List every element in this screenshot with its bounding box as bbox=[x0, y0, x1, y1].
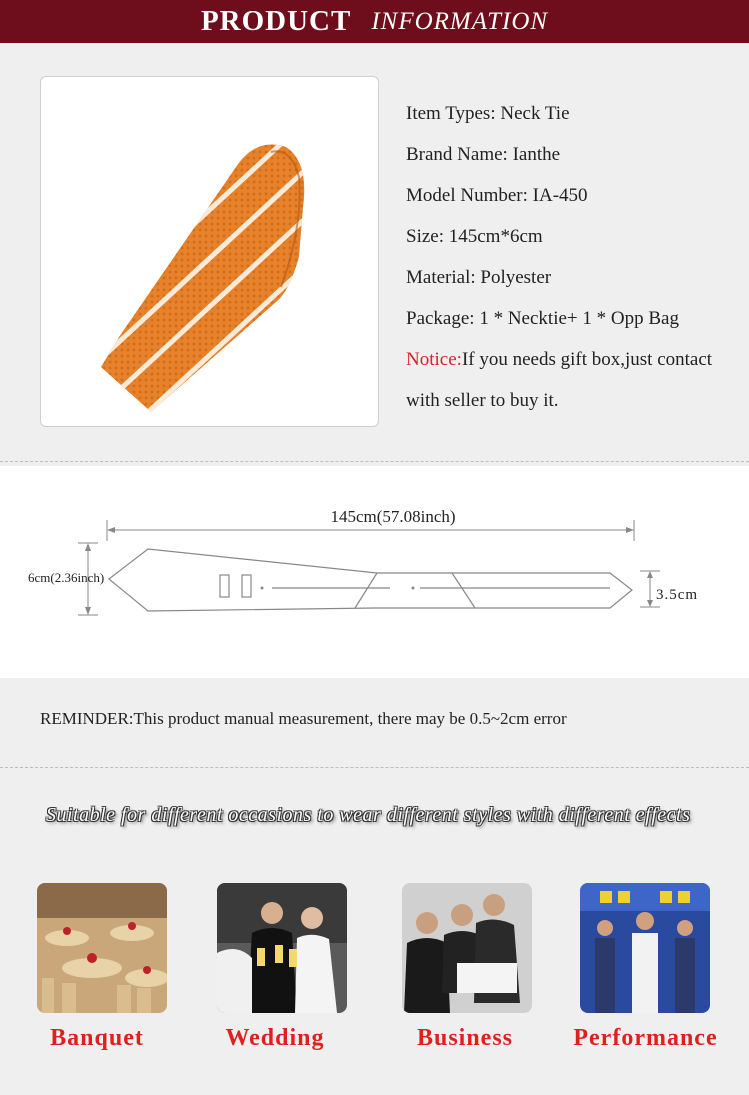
notice-label: Notice: bbox=[406, 349, 462, 370]
spec-brand: Brand Name: Ianthe bbox=[406, 144, 561, 165]
product-image-frame bbox=[40, 76, 379, 427]
suitable-heading: Suitable for different occasions to wear different styles with different effects bbox=[46, 804, 691, 826]
reminder-text: REMINDER:This product manual measurement, there may be 0.5~2cm error bbox=[40, 709, 567, 728]
spec-package: Package: 1 * Necktie+ 1 * Opp Bag bbox=[406, 308, 679, 329]
notice-text: If you needs gift box,just contact bbox=[461, 349, 713, 370]
width-label: 6cm(2.36inch) bbox=[28, 570, 105, 585]
occasion-label-performance: Performance bbox=[573, 1025, 718, 1051]
occasion-label-business: Business bbox=[416, 1025, 514, 1051]
notice-line-2: with seller to buy it. bbox=[406, 390, 559, 411]
tie-measurement-diagram bbox=[0, 466, 749, 678]
spec-size: Size: 145cm*6cm bbox=[406, 226, 543, 247]
spec-material: Material: Polyester bbox=[406, 267, 552, 288]
spec-item-type: Item Types: Neck Tie bbox=[406, 103, 570, 124]
length-label: 145cm(57.08inch) bbox=[330, 507, 456, 526]
business-photo-icon bbox=[402, 883, 532, 1013]
banquet-photo-icon bbox=[37, 883, 167, 1013]
performance-photo-icon bbox=[580, 883, 710, 1013]
header-title-main: PRODUCT bbox=[200, 5, 352, 37]
header-banner bbox=[0, 0, 749, 43]
occasion-label-wedding: Wedding bbox=[225, 1025, 325, 1051]
wedding-photo-icon bbox=[217, 883, 347, 1013]
occasions-section bbox=[0, 768, 749, 1095]
header-title-sub: INFORMATION bbox=[371, 7, 549, 35]
spec-model: Model Number: IA-450 bbox=[406, 185, 588, 206]
size-diagram-section bbox=[0, 466, 749, 678]
occasion-label-banquet: Banquet bbox=[50, 1025, 144, 1051]
product-info-section bbox=[0, 43, 749, 458]
orange-striped-knit-tie-icon bbox=[41, 77, 378, 426]
reminder-section bbox=[0, 678, 749, 767]
notice-line bbox=[406, 339, 741, 380]
spec-list bbox=[406, 93, 741, 421]
tip-width-label: 3.5cm bbox=[656, 587, 699, 603]
divider bbox=[0, 461, 749, 462]
